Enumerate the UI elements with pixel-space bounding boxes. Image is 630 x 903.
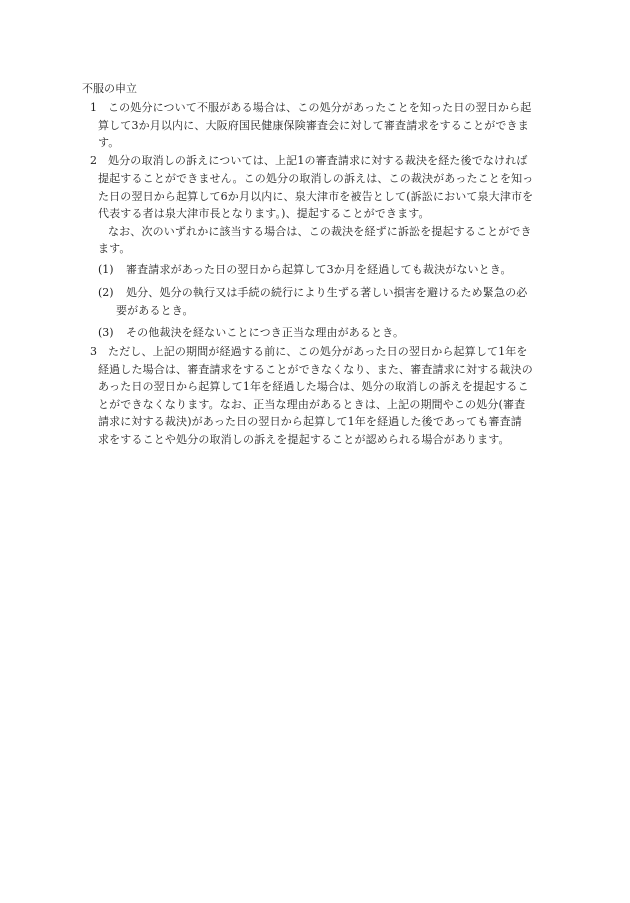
item-2-label: (2) <box>98 286 114 299</box>
section-2-number: 2 <box>90 154 97 167</box>
section-1-line-2: 算して3か月以内に、大阪府国民健康保険審査会に対して審査請求をすることができま <box>98 119 529 132</box>
section-3-number: 3 <box>90 345 97 358</box>
section-2-note-line-1: なお、次のいずれかに該当する場合は、この裁決を経ずに訴訟を提起することができ <box>108 225 532 238</box>
section-1-number: 1 <box>90 101 97 114</box>
item-1-line-1: 審査請求があった日の翌日から起算して3か月を経過しても裁決がないとき。 <box>126 263 512 276</box>
section-2-line-1: 処分の取消しの訴えについては、上記1の審査請求に対する裁決を経た後でなければ <box>108 154 528 167</box>
section-3-line-3: あった日の翌日から起算して1年を経過した場合は、処分の取消しの訴えを提起するこ <box>98 380 529 393</box>
section-2-line-3: た日の翌日から起算して6か月以内に、泉大津市を被告として(訴訟において泉大津市を <box>98 190 534 203</box>
section-2-line-4: 代表する者は泉大津市長となります。)、提起することができます。 <box>98 207 430 220</box>
item-1-label: (1) <box>98 263 114 276</box>
section-2-note-line-2: ます。 <box>98 242 131 255</box>
document-title: 不服の申立 <box>82 82 137 95</box>
section-3-line-2: 経過した場合は、審査請求をすることができなくなり、また、審査請求に対する裁決の <box>98 363 533 376</box>
section-2-line-2: 提起することができません。この処分の取消しの訴えは、この裁決があったことを知っ <box>98 172 534 185</box>
section-3-line-5: 請求に対する裁決)があった日の翌日から起算して1年を経過した後であっても審査請 <box>98 415 522 428</box>
section-1-line-1: この処分について不服がある場合は、この処分があったことを知った日の翌日から起 <box>108 101 532 114</box>
section-1-line-3: す。 <box>98 136 120 149</box>
item-3-line-1: その他裁決を経ないことにつき正当な理由があるとき。 <box>126 326 405 339</box>
item-2-line-1: 処分、処分の執行又は手続の続行により生ずる著しい損害を避けるため緊急の必 <box>126 286 528 299</box>
item-2-line-2: 要があるとき。 <box>116 304 194 317</box>
section-3-line-1: ただし、上記の期間が経過する前に、この処分があった日の翌日から起算して1年を <box>108 345 528 358</box>
item-3-label: (3) <box>98 326 114 339</box>
section-3-line-4: とができなくなります。なお、正当な理由があるときは、上記の期間やこの処分(審査 <box>98 398 526 411</box>
section-3-line-6: 求をすることや処分の取消しの訴えを提起することが認められる場合があります。 <box>98 433 510 446</box>
